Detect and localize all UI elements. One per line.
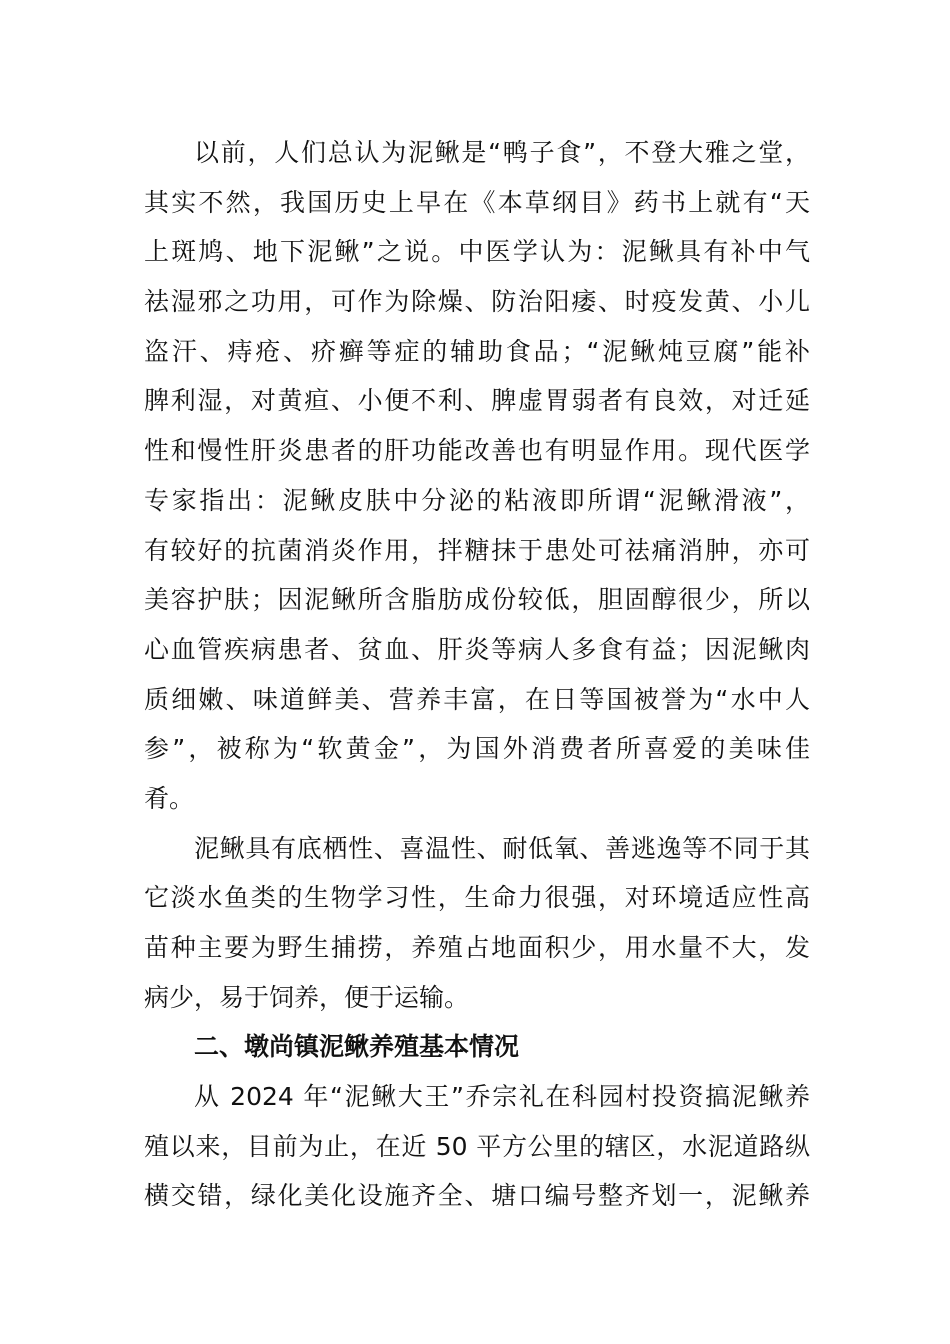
text-line: 祛湿邪之功用，可作为除燥、防治阳痿、时疫发黄、小儿 bbox=[144, 287, 810, 317]
text-line: 参”，被称为“软黄金”，为国外消费者所喜爱的美味佳 bbox=[144, 734, 810, 764]
document-body bbox=[144, 128, 810, 1221]
text-line: 心血管疾病患者、贫血、肝炎等病人多食有益；因泥鳅肉 bbox=[144, 634, 810, 664]
paragraph-farming-situation bbox=[144, 1072, 810, 1221]
paragraph-loach-value bbox=[144, 128, 810, 824]
paragraph-loach-biology bbox=[144, 824, 810, 1023]
text-line: 它淡水鱼类的生物学习性，生命力很强，对环境适应性高 bbox=[144, 883, 810, 913]
section-heading bbox=[144, 1022, 810, 1072]
text-line: 性和慢性肝炎患者的肝功能改善也有明显作用。现代医学 bbox=[144, 436, 810, 466]
text-line: 专家指出：泥鳅皮肤中分泌的粘液即所谓“泥鳅滑液”， bbox=[144, 485, 810, 515]
text-line: 美容护肤；因泥鳅所含脂肪成份较低，胆固醇很少，所以 bbox=[144, 585, 810, 615]
text-line: 盗汗、痔疮、疥癣等症的辅助食品；“泥鳅炖豆腐”能补 bbox=[144, 336, 810, 366]
text-line: 横交错，绿化美化设施齐全、塘口编号整齐划一，泥鳅养 bbox=[144, 1181, 810, 1211]
text-line: 肴。 bbox=[144, 783, 195, 813]
text-line: 脾利湿，对黄疸、小便不利、脾虚胃弱者有良效，对迁延 bbox=[144, 386, 810, 416]
section-heading-text: 二、墩尚镇泥鳅养殖基本情况 bbox=[194, 1032, 520, 1062]
text-line: 上斑鸠、地下泥鳅”之说。中医学认为：泥鳅具有补中气 bbox=[144, 237, 810, 267]
text-line: 泥鳅具有底栖性、喜温性、耐低氧、善逃逸等不同于其 bbox=[194, 833, 810, 863]
text-line: 质细嫩、味道鲜美、营养丰富，在日等国被誉为“水中人 bbox=[144, 684, 810, 714]
text-line: 从 2024 年“泥鳅大王”乔宗礼在科园村投资搞泥鳅养 bbox=[194, 1082, 810, 1112]
text-line: 苗种主要为野生捕捞，养殖占地面积少，用水量不大，发 bbox=[144, 933, 810, 962]
text-line: 其实不然，我国历史上早在《本草纲目》药书上就有“天 bbox=[144, 187, 810, 217]
text-line: 殖以来，目前为止，在近 50 平方公里的辖区，水泥道路纵 bbox=[144, 1131, 810, 1161]
text-line: 有较好的抗菌消炎作用，拌糖抹于患处可祛痛消肿，亦可 bbox=[144, 535, 810, 565]
text-line: 以前，人们总认为泥鳅是“鸭子食”，不登大雅之堂， bbox=[194, 138, 810, 167]
text-line: 病少，易于饲养，便于运输。 bbox=[144, 982, 470, 1012]
